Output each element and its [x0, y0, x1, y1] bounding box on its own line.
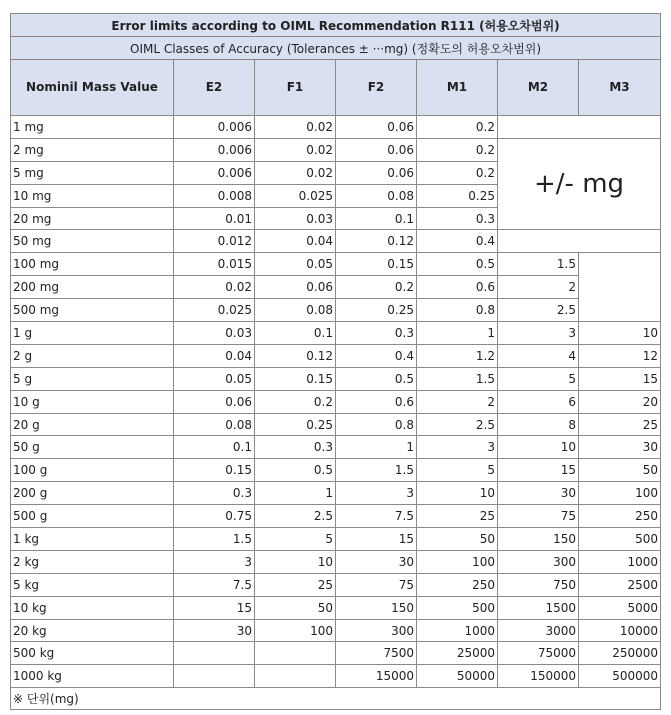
tolerance-cell-m2: 75000 [498, 642, 579, 665]
tolerance-cell-m2: 1.5 [498, 253, 579, 276]
tolerance-cell-e2: 0.04 [174, 344, 255, 367]
mass-value-cell: 1 kg [11, 528, 174, 551]
tolerance-cell-m1: 50000 [417, 665, 498, 688]
mass-value-cell: 10 kg [11, 596, 174, 619]
tolerance-cell-f2: 0.06 [336, 138, 417, 161]
tolerance-cell-e2: 0.015 [174, 253, 255, 276]
tolerance-cell-f1: 0.15 [255, 367, 336, 390]
tolerance-cell-m3: 500 [579, 528, 661, 551]
tolerance-cell-m2: 30 [498, 482, 579, 505]
table-subtitle: OIML Classes of Accuracy (Tolerances ± ···mg) (정확도의 허용오차범위) [11, 37, 661, 60]
mass-value-cell: 10 mg [11, 184, 174, 207]
tolerance-cell-m3: 50 [579, 459, 661, 482]
tolerance-cell-e2: 0.3 [174, 482, 255, 505]
tolerance-cell-e2: 0.75 [174, 505, 255, 528]
tolerance-cell-f2: 1.5 [336, 459, 417, 482]
tolerance-cell-f2: 30 [336, 550, 417, 573]
tolerance-cell-m3: 5000 [579, 596, 661, 619]
table-row [11, 390, 661, 413]
tolerance-cell-m2: 2 [498, 276, 579, 299]
tolerance-cell-m2: 3000 [498, 619, 579, 642]
tolerance-cell-f2: 0.25 [336, 299, 417, 322]
tolerance-cell-m3: 1000 [579, 550, 661, 573]
tolerance-cell-m1: 1.2 [417, 344, 498, 367]
table-row [11, 665, 661, 688]
table-row [11, 322, 661, 345]
table-row [11, 550, 661, 573]
table-row [11, 367, 661, 390]
tolerance-cell-m3: 250000 [579, 642, 661, 665]
tolerance-cell-e2: 0.03 [174, 322, 255, 345]
table-row [11, 253, 661, 276]
table-row [11, 573, 661, 596]
tolerance-cell-m1: 0.4 [417, 230, 498, 253]
tolerance-cell-m2: 6 [498, 390, 579, 413]
tolerance-cell-m1: 0.25 [417, 184, 498, 207]
tolerance-cell-f2: 0.3 [336, 322, 417, 345]
tolerance-cell-f1: 0.025 [255, 184, 336, 207]
table-row [11, 138, 661, 161]
tolerance-cell-m1: 2.5 [417, 413, 498, 436]
tolerance-cell-f1 [255, 642, 336, 665]
mass-value-cell: 2 g [11, 344, 174, 367]
mass-value-cell: 100 mg [11, 253, 174, 276]
tolerance-cell-e2: 0.006 [174, 116, 255, 139]
tolerance-cell-m2: 75 [498, 505, 579, 528]
tolerance-cell-m3: 25 [579, 413, 661, 436]
tolerance-cell-f1: 0.05 [255, 253, 336, 276]
tolerance-cell-e2: 0.15 [174, 459, 255, 482]
tolerance-cell-e2: 0.06 [174, 390, 255, 413]
table-row [11, 619, 661, 642]
tolerance-cell-m3: 250 [579, 505, 661, 528]
tolerance-cell-m1: 500 [417, 596, 498, 619]
tolerance-cell-e2: 0.006 [174, 161, 255, 184]
tolerance-cell-f2: 7500 [336, 642, 417, 665]
tolerance-cell-f2: 0.06 [336, 116, 417, 139]
tolerance-cell-f2: 75 [336, 573, 417, 596]
tolerance-cell-e2: 0.08 [174, 413, 255, 436]
oiml-tolerance-table [10, 13, 661, 710]
mass-value-cell: 20 kg [11, 619, 174, 642]
tolerance-cell-e2: 30 [174, 619, 255, 642]
mass-value-cell: 5 kg [11, 573, 174, 596]
tolerance-cell-m3: 100 [579, 482, 661, 505]
table-row [11, 299, 661, 322]
tolerance-cell-f1: 2.5 [255, 505, 336, 528]
tolerance-cell-f1: 0.06 [255, 276, 336, 299]
empty-cell [498, 230, 661, 253]
tolerance-cell-f1: 0.5 [255, 459, 336, 482]
tolerance-cell-m1: 0.6 [417, 276, 498, 299]
mass-value-cell: 500 g [11, 505, 174, 528]
tolerance-cell-m3: 10 [579, 322, 661, 345]
tolerance-cell-m2: 10 [498, 436, 579, 459]
mass-value-cell: 2 kg [11, 550, 174, 573]
tolerance-cell-f1: 0.03 [255, 207, 336, 230]
header-nominal-mass: Nominil Mass Value [11, 60, 174, 116]
tolerance-cell-e2 [174, 665, 255, 688]
tolerance-cell-f2: 0.2 [336, 276, 417, 299]
table-row [11, 276, 661, 299]
mass-value-cell: 1 mg [11, 116, 174, 139]
tolerance-cell-m3: 500000 [579, 665, 661, 688]
tolerance-cell-m1: 0.5 [417, 253, 498, 276]
tolerance-cell-f1: 0.3 [255, 436, 336, 459]
mass-value-cell: 50 g [11, 436, 174, 459]
tolerance-cell-e2: 3 [174, 550, 255, 573]
tolerance-cell-m3: 2500 [579, 573, 661, 596]
mass-value-cell: 500 kg [11, 642, 174, 665]
tolerance-cell-f1: 1 [255, 482, 336, 505]
mass-value-cell: 500 mg [11, 299, 174, 322]
tolerance-cell-f1: 50 [255, 596, 336, 619]
tolerance-cell-m1: 25 [417, 505, 498, 528]
tolerance-cell-m2: 8 [498, 413, 579, 436]
tolerance-cell-e2 [174, 642, 255, 665]
tolerance-cell-f1: 10 [255, 550, 336, 573]
table-row [11, 642, 661, 665]
tolerance-cell-m1: 10 [417, 482, 498, 505]
tolerance-cell-e2: 15 [174, 596, 255, 619]
table-row [11, 459, 661, 482]
tolerance-cell-m2: 150000 [498, 665, 579, 688]
tolerance-cell-f2: 0.6 [336, 390, 417, 413]
tolerance-cell-m1: 0.2 [417, 116, 498, 139]
mass-value-cell: 5 mg [11, 161, 174, 184]
tolerance-cell-f1: 0.25 [255, 413, 336, 436]
tolerance-cell-m2: 15 [498, 459, 579, 482]
tolerance-cell-m1: 5 [417, 459, 498, 482]
tolerance-cell-m2: 2.5 [498, 299, 579, 322]
tolerance-cell-m1: 0.2 [417, 138, 498, 161]
tolerance-cell-m3: 12 [579, 344, 661, 367]
tolerance-cell-f2: 0.4 [336, 344, 417, 367]
tolerance-cell-f1: 0.12 [255, 344, 336, 367]
table-row [11, 116, 661, 139]
tolerance-cell-m2: 4 [498, 344, 579, 367]
mass-value-cell: 200 g [11, 482, 174, 505]
tolerance-cell-f1: 100 [255, 619, 336, 642]
table-row [11, 505, 661, 528]
tolerance-cell-f2: 0.1 [336, 207, 417, 230]
tolerance-cell-f1: 0.1 [255, 322, 336, 345]
mass-value-cell: 20 g [11, 413, 174, 436]
tolerance-cell-e2: 0.025 [174, 299, 255, 322]
tolerance-cell-e2: 0.008 [174, 184, 255, 207]
tolerance-cell-m2: 1500 [498, 596, 579, 619]
tolerance-cell-f2: 7.5 [336, 505, 417, 528]
table-row [11, 482, 661, 505]
tolerance-cell-e2: 0.01 [174, 207, 255, 230]
tolerance-cell-m2: 5 [498, 367, 579, 390]
tolerance-cell-m1: 1.5 [417, 367, 498, 390]
tolerance-cell-m1: 0.8 [417, 299, 498, 322]
tolerance-cell-m1: 50 [417, 528, 498, 551]
mass-value-cell: 1000 kg [11, 665, 174, 688]
mass-value-cell: 10 g [11, 390, 174, 413]
mass-value-cell: 2 mg [11, 138, 174, 161]
tolerance-cell-m1: 3 [417, 436, 498, 459]
table-row [11, 230, 661, 253]
tolerance-cell-m1: 250 [417, 573, 498, 596]
tolerance-cell-m3: 10000 [579, 619, 661, 642]
empty-cell [498, 116, 661, 139]
tolerance-cell-f1: 0.04 [255, 230, 336, 253]
tolerance-cell-f2: 150 [336, 596, 417, 619]
mass-value-cell: 50 mg [11, 230, 174, 253]
unit-footnote: ※ 단위(mg) [11, 688, 661, 710]
tolerance-cell-m2: 3 [498, 322, 579, 345]
header-class-m1: M1 [417, 60, 498, 116]
tolerance-cell-e2: 7.5 [174, 573, 255, 596]
tolerance-cell-e2: 0.012 [174, 230, 255, 253]
tolerance-cell-f1: 0.02 [255, 138, 336, 161]
header-class-f1: F1 [255, 60, 336, 116]
tolerance-cell-f2: 0.8 [336, 413, 417, 436]
tolerance-cell-f2: 15 [336, 528, 417, 551]
tolerance-cell-f2: 0.5 [336, 367, 417, 390]
tolerance-cell-m1: 25000 [417, 642, 498, 665]
table-row [11, 528, 661, 551]
tolerance-cell-e2: 0.006 [174, 138, 255, 161]
table-row [11, 596, 661, 619]
tolerance-cell-e2: 0.1 [174, 436, 255, 459]
tolerance-cell-m3: 30 [579, 436, 661, 459]
tolerance-cell-f1: 0.2 [255, 390, 336, 413]
tolerance-cell-f2: 0.15 [336, 253, 417, 276]
tolerance-cell-f2: 0.12 [336, 230, 417, 253]
tolerance-cell-m1: 100 [417, 550, 498, 573]
tolerance-cell-m3: 20 [579, 390, 661, 413]
table-row [11, 344, 661, 367]
tolerance-cell-m1: 0.3 [417, 207, 498, 230]
tolerance-cell-f1 [255, 665, 336, 688]
mass-value-cell: 5 g [11, 367, 174, 390]
mass-value-cell: 1 g [11, 322, 174, 345]
tolerance-cell-f1: 25 [255, 573, 336, 596]
tolerance-cell-m1: 0.2 [417, 161, 498, 184]
empty-cell [579, 253, 661, 322]
tolerance-cell-f2: 300 [336, 619, 417, 642]
tolerance-cell-m3: 15 [579, 367, 661, 390]
tolerance-cell-m1: 1000 [417, 619, 498, 642]
table-title: Error limits according to OIML Recommendation R111 (허용오차범위) [11, 14, 661, 37]
mass-value-cell: 200 mg [11, 276, 174, 299]
tolerance-cell-f1: 0.08 [255, 299, 336, 322]
header-class-e2: E2 [174, 60, 255, 116]
table-row [11, 436, 661, 459]
tolerance-cell-m1: 2 [417, 390, 498, 413]
header-class-m2: M2 [498, 60, 579, 116]
tolerance-cell-m2: 300 [498, 550, 579, 573]
table-row [11, 413, 661, 436]
tolerance-cell-f2: 15000 [336, 665, 417, 688]
header-class-m3: M3 [579, 60, 661, 116]
mass-value-cell: 20 mg [11, 207, 174, 230]
header-class-f2: F2 [336, 60, 417, 116]
tolerance-cell-f1: 5 [255, 528, 336, 551]
tolerance-cell-e2: 0.05 [174, 367, 255, 390]
tolerance-cell-f2: 0.08 [336, 184, 417, 207]
tolerance-cell-m2: 750 [498, 573, 579, 596]
tolerance-cell-e2: 0.02 [174, 276, 255, 299]
mass-value-cell: 100 g [11, 459, 174, 482]
tolerance-cell-f1: 0.02 [255, 116, 336, 139]
tolerance-cell-f2: 1 [336, 436, 417, 459]
tolerance-cell-f2: 3 [336, 482, 417, 505]
tolerance-cell-e2: 1.5 [174, 528, 255, 551]
tolerance-cell-f1: 0.02 [255, 161, 336, 184]
table-body [11, 116, 661, 688]
unit-label: +/- mg [498, 138, 661, 230]
tolerance-cell-f2: 0.06 [336, 161, 417, 184]
tolerance-cell-m1: 1 [417, 322, 498, 345]
tolerance-cell-m2: 150 [498, 528, 579, 551]
